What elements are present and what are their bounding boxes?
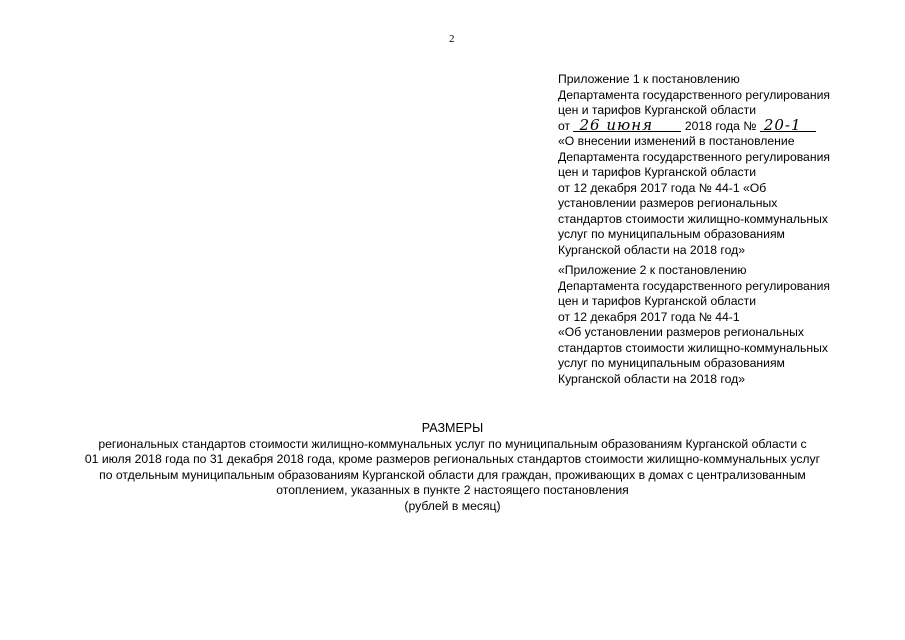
appendix-1-line: от 12 декабря 2017 года № 44-1 «Об <box>558 180 767 195</box>
appendix-1-line: «О внесении изменений в постановление <box>558 134 795 148</box>
appendix-2-line: Департамента государственного регулирования <box>558 278 830 293</box>
page-number: 2 <box>449 33 455 45</box>
title-line: 01 июля 2018 года по 31 декабря 2018 года, кроме размеров региональных стандартов стоимости жилищно-коммунальных услуг <box>84 452 821 466</box>
appendix-1-line: Департамента государственного регулирования <box>558 149 830 164</box>
appendix-1-header <box>558 72 830 258</box>
appendix-2-line: цен и тарифов Курганской области <box>558 294 757 308</box>
document-title: РАЗМЕРЫ <box>421 421 484 435</box>
document-title-block <box>0 421 905 514</box>
appendix-2-line: «Об установлении размеров региональных <box>558 325 804 339</box>
title-line: отоплением, указанных в пункте 2 настоящего постановления <box>276 483 629 497</box>
appendix-2-line: «Приложение 2 к постановлению <box>558 263 747 277</box>
appendix-1-line: цен и тарифов Курганской области <box>558 103 757 117</box>
appendix-1-line: Курганской области на 2018 год» <box>558 242 745 257</box>
date-year: 2018 года № <box>684 118 757 133</box>
date-prefix: от <box>558 118 571 133</box>
appendix-2-line: Курганской области на 2018 год» <box>558 371 745 386</box>
appendix-1-date-line <box>558 115 830 135</box>
title-line: региональных стандартов стоимости жилищно-коммунальных услуг по муниципальным образованиям Курганской области с <box>98 436 807 451</box>
appendix-1-line: услуг по муниципальным образованиям <box>558 227 785 241</box>
appendix-1-line: Приложение 1 к постановлению <box>558 72 740 86</box>
appendix-1-line: Департамента государственного регулирования <box>558 87 830 102</box>
appendix-2-line: стандартов стоимости жилищно-коммунальных <box>558 340 828 355</box>
appendix-2-line: от 12 декабря 2017 года № 44-1 <box>558 309 740 324</box>
title-line: по отдельным муниципальным образованиям Курганской области для граждан, проживающих в домах с централизованным <box>99 467 806 482</box>
appendix-1-line: стандартов стоимости жилищно-коммунальных <box>558 211 828 226</box>
title-units: (рублей в месяц) <box>404 498 501 513</box>
handwritten-date: 26 июня <box>573 119 681 132</box>
appendix-1-line: установлении размеров региональных <box>558 196 778 210</box>
appendix-2-header <box>558 263 830 387</box>
appendix-2-line: услуг по муниципальным образованиям <box>558 356 785 370</box>
handwritten-number: 20-1 <box>760 119 816 132</box>
appendix-1-line: цен и тарифов Курганской области <box>558 165 757 179</box>
